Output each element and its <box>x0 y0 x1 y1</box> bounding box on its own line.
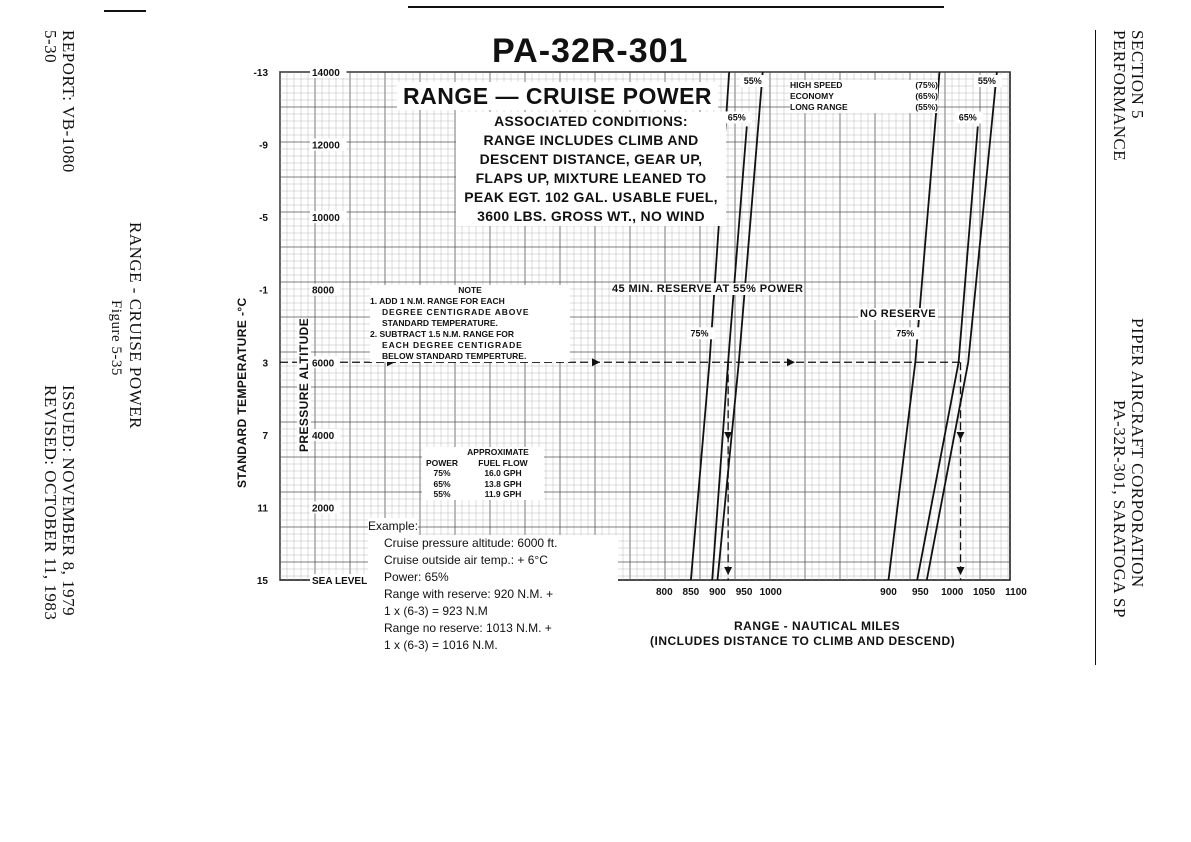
section-name: PERFORMANCE <box>1110 30 1129 162</box>
legend-label: LONG RANGE <box>790 102 848 112</box>
series-label: 65% <box>727 112 746 123</box>
fuel-flow-col2: FUEL FLOW <box>478 457 528 468</box>
y-tick-label: 14000 <box>312 68 340 79</box>
note-line: STANDARD TEMPERATURE. <box>382 318 498 328</box>
fuel-flow-heading: APPROXIMATE <box>467 447 529 457</box>
legend-value: (55%) <box>915 102 938 112</box>
conditions-heading: ASSOCIATED CONDITIONS: <box>494 113 688 129</box>
note-line: 1. ADD 1 N.M. RANGE FOR EACH <box>370 296 505 306</box>
series-label: 55% <box>743 76 762 86</box>
temp-tick-label: 7 <box>262 430 268 442</box>
x-tick-label: 950 <box>735 587 753 598</box>
note-line: DEGREE CENTIGRADE ABOVE <box>382 307 530 317</box>
temp-tick-label: 15 <box>256 576 268 587</box>
legend-value: (65%) <box>915 91 938 101</box>
temp-tick-label: 3 <box>262 358 268 370</box>
example-box <box>368 518 618 654</box>
legend-box <box>790 80 938 113</box>
x-tick-label: 1000 <box>759 587 782 598</box>
series-label: 75% <box>896 328 915 339</box>
y2-axis-label: STANDARD TEMPERATURE -°C <box>235 297 249 488</box>
series-label: 75% <box>690 328 709 339</box>
no-reserve-label: NO RESERVE <box>860 308 936 320</box>
y-tick-label: 12000 <box>312 140 340 152</box>
arrow-head <box>724 567 732 575</box>
y-axis-label: PRESSURE ALTITUDE <box>297 317 311 452</box>
example-line: Power: 65% <box>368 569 618 586</box>
y-tick-label: 6000 <box>312 358 335 370</box>
fuel-flow-col1: POWER <box>425 457 459 468</box>
arrow-head <box>957 567 965 575</box>
x-tick-label: 900 <box>880 587 897 598</box>
arrow-head <box>592 358 600 366</box>
figure-number: Figure 5-35 <box>108 300 124 376</box>
series-label: 55% <box>977 76 996 86</box>
y-tick-label: 8000 <box>312 285 335 297</box>
x-tick-label: 950 <box>912 587 929 598</box>
note-line: BELOW STANDARD TEMPERTURE. <box>382 351 527 361</box>
x-axis-label: RANGE - NAUTICAL MILES <box>734 619 901 633</box>
legend-value: (75%) <box>915 80 938 90</box>
fuel-flow-power: 65% <box>433 478 451 489</box>
example-heading: Example: <box>368 519 419 533</box>
fuel-flow-power: 55% <box>433 489 451 499</box>
note-heading: NOTE <box>458 285 482 295</box>
report-number: REPORT: VB-1080 <box>59 30 78 173</box>
aircraft-model: PA-32R-301, SARATOGA SP <box>1110 400 1129 618</box>
temp-tick-label: -1 <box>259 285 268 297</box>
example-line: 1 x (6-3) = 1016 N.M. <box>384 638 498 652</box>
conditions-line: RANGE INCLUDES CLIMB AND <box>483 132 699 148</box>
legend-label: ECONOMY <box>790 91 834 101</box>
y-tick-label: SEA LEVEL <box>312 576 368 587</box>
example-line: Cruise outside air temp.: + 6°C <box>368 552 618 569</box>
example-line: Cruise pressure altitude: 6000 ft. <box>368 535 618 552</box>
example-line: 1 x (6-3) = 923 N.M <box>384 604 488 618</box>
series-label: 65% <box>958 112 977 123</box>
x-axis-note: (INCLUDES DISTANCE TO CLIMB AND DESCEND) <box>650 634 956 648</box>
fuel-flow-power: 75% <box>433 468 451 478</box>
fuel-flow-value: 16.0 GPH <box>484 468 522 478</box>
temp-tick-label: 11 <box>257 503 268 515</box>
y-tick-label: 4000 <box>312 430 335 442</box>
y-tick-label: 2000 <box>312 503 335 515</box>
temp-tick-label: -13 <box>253 68 268 79</box>
fuel-flow-value: 11.9 GPH <box>484 489 522 499</box>
x-tick-label: 800 <box>655 587 673 598</box>
temp-tick-label: -5 <box>259 213 268 225</box>
note-box <box>370 285 570 362</box>
note-line: 2. SUBTRACT 1.5 N.M. RANGE FOR <box>370 329 515 339</box>
conditions-line: FLAPS UP, MIXTURE LEANED TO <box>475 170 707 186</box>
chart-title: PA-32R-301 <box>486 34 694 68</box>
temp-tick-label: -9 <box>259 140 268 152</box>
revised-date: REVISED: OCTOBER 11, 1983 <box>41 385 60 621</box>
conditions-line: PEAK EGT. 102 GAL. USABLE FUEL, <box>464 189 718 205</box>
conditions-line: 3600 LBS. GROSS WT., NO WIND <box>477 208 705 224</box>
reserve-label: 45 MIN. RESERVE AT 55% POWER <box>612 283 804 295</box>
company-name: PIPER AIRCRAFT CORPORATION <box>1128 318 1147 588</box>
chart-subtitle: RANGE — CRUISE POWER <box>397 82 718 110</box>
x-tick-label: 850 <box>682 587 700 598</box>
legend-label: HIGH SPEED <box>790 80 843 90</box>
figure-title: RANGE - CRUISE POWER <box>126 222 145 429</box>
x-tick-label: 1100 <box>1005 587 1027 598</box>
x-tick-label: 1000 <box>941 587 964 598</box>
fuel-flow-box <box>422 447 544 500</box>
note-line: EACH DEGREE CENTIGRADE <box>382 340 523 350</box>
example-line: Range no reserve: 1013 N.M. + <box>384 621 552 635</box>
fuel-flow-value: 13.8 GPH <box>484 478 522 489</box>
y-tick-label: 10000 <box>312 213 340 225</box>
conditions-box <box>456 112 726 226</box>
x-tick-label: 1050 <box>973 587 996 598</box>
issued-date: ISSUED: NOVEMBER 8, 1979 <box>59 385 78 617</box>
page-number: 5-30 <box>41 30 60 64</box>
section-number: SECTION 5 <box>1128 30 1147 120</box>
x-tick-label: 900 <box>709 587 726 598</box>
example-line: Range with reserve: 920 N.M. + <box>384 587 554 601</box>
conditions-line: DESCENT DISTANCE, GEAR UP, <box>479 151 703 167</box>
